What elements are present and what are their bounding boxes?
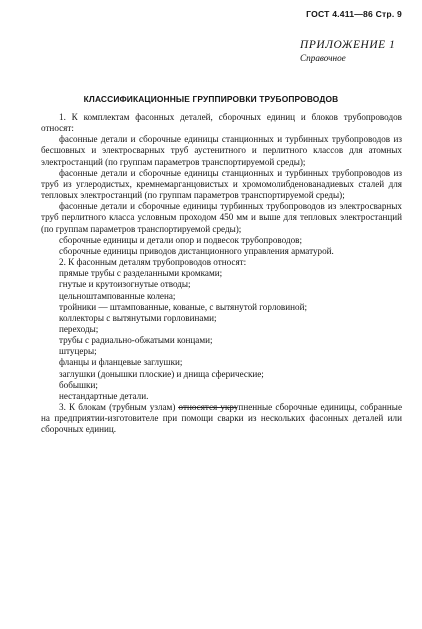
paragraph: трубы с радиально-обжатыми концами; xyxy=(59,335,213,346)
appendix-title: ПРИЛОЖЕНИЕ 1 xyxy=(300,39,396,51)
paragraph: фасонные детали и сборочные единицы турбинных трубопроводов из электросварных труб перлитного класса условным проходом 450 мм и выше для тепловых электростанций (по группам параметров транспортируемой среды); xyxy=(41,201,402,234)
paragraph: фланцы и фланцевые заглушки; xyxy=(59,357,183,368)
paragraph: фасонные детали и сборочные единицы станционных и турбинных трубопроводов из труб из углеродистых, кремнемарганцовистых и хромомолибденованадиевых сталей для тепловых электростанций (по группам параметров транспортируемой среды); xyxy=(41,167,402,201)
document-title: КЛАССИФИКАЦИОННЫЕ ГРУППИРОВКИ ТРУБОПРОВОДОВ xyxy=(83,94,339,104)
end-divider xyxy=(178,407,237,408)
paragraph: переходы; xyxy=(59,323,99,334)
paragraph: сборочные единицы и детали опор и подвесок трубопроводов; xyxy=(59,234,303,245)
paragraph: 1. К комплектам фасонных деталей, сборочных единиц и блоков трубопроводов относят: xyxy=(41,112,402,134)
paragraph: коллекторы с вытянутыми горловинами; xyxy=(59,312,217,323)
paragraph: 3. К блокам (трубным узлам) относятся укрупненные сборочные единицы, собранные на предприятии-изготовителе при помощи сварки из нескольких фасонных деталей или сборочных единиц. xyxy=(41,402,402,435)
appendix-subtitle: Справочное xyxy=(300,53,346,63)
paragraph: штуцеры; xyxy=(59,346,97,357)
paragraph: заглушки (донышки плоские) и днища сферические; xyxy=(59,368,264,379)
paragraph: фасонные детали и сборочные единицы станционных и турбинных трубопроводов из бесшовных и электросварных труб аустенитного и перлитного классов для атомных электростанций (по группам параметров транспортируемой среды); xyxy=(41,134,402,167)
paragraph: нестандартные детали. xyxy=(59,390,149,401)
paragraph: 2. К фасонным деталям трубопроводов относят: xyxy=(59,257,247,268)
appendix-block xyxy=(300,38,395,64)
paragraph: тройники — штампованные, кованые, с вытянутой горловиной; xyxy=(59,301,307,312)
paragraph: гнутые и крутоизогнутые отводы; xyxy=(59,279,191,290)
body-text xyxy=(41,112,402,436)
paragraph: сборочные единицы приводов дистанционного управления арматурой. xyxy=(59,245,334,256)
paragraph: бобышки; xyxy=(59,379,98,390)
paragraph: цельноштампованные колена; xyxy=(59,290,176,301)
page-header: ГОСТ 4.411—86 Стр. 9 xyxy=(306,9,402,19)
paragraph: прямые трубы с разделанными кромками; xyxy=(59,268,223,279)
